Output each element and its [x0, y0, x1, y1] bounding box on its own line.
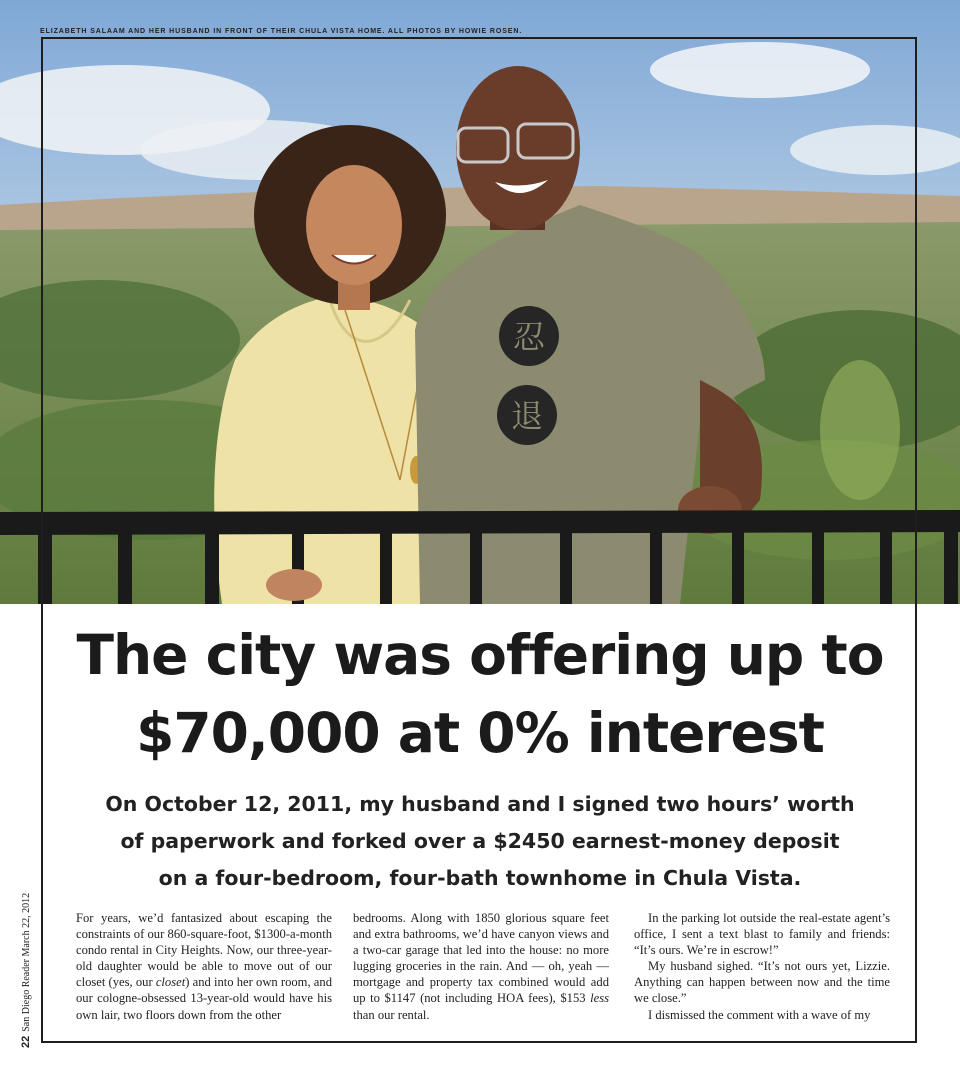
article-body — [76, 910, 890, 1025]
column-3-paragraph-2: My husband sighed. “It’s not ours yet, Lizzie. Anything can happen between now and the time we close.” — [634, 959, 890, 1006]
deck — [60, 786, 900, 897]
shirt-glyph-1: 忍 — [512, 318, 546, 356]
column-2-text-a: bedrooms. Along with 1850 glorious square feet and extra bathrooms, we’d have canyon views and a two-car garage that led into the house: no more lugging groceries in the rain. And — oh, yeah — mortgage and property tax combined would add up to $1147 (not including HOA fees), $153 — [353, 911, 609, 1006]
page-number: 22 — [20, 1035, 32, 1048]
column-1-paragraph — [76, 910, 332, 1023]
column-2 — [353, 910, 609, 1023]
column-1-text-a: For years, we’d fantasized about escaping the constraints of our 860-square-foot, $1300-a-month condo rental in City Heights. Now, our three-year-old daughter would be able to move out of our closet (yes, our — [76, 911, 332, 990]
column-1-text-b: ) and into her own room, and our cologne-obsessed 13-year-old would have his own lair, two floors down from the other — [76, 975, 332, 1022]
photo-caption: ELIZABETH SALAAM AND HER HUSBAND IN FRONT OF THEIR CHULA VISTA HOME. ALL PHOTOS BY HOWIE ROSEN. — [40, 28, 523, 35]
headline-line-2: $70,000 at 0% interest — [136, 701, 824, 765]
column-3-paragraph-1: In the parking lot outside the real-estate agent’s office, I sent a text blast to family and friends: “It’s ours. We’re in escrow!” — [634, 911, 890, 958]
publication-line: San Diego Reader March 22, 2012 — [21, 892, 32, 1032]
headline-line-1: The city was offering up to — [76, 623, 884, 687]
page-folio — [20, 893, 32, 1048]
column-2-paragraph — [353, 910, 609, 1023]
column-3-paragraph-3: I dismissed the comment with a wave of my — [648, 1007, 871, 1022]
column-2-italic: less — [590, 991, 609, 1006]
deck-line-3: on a four-bedroom, four-bath townhome in Chula Vista. — [158, 866, 802, 890]
column-1-italic: closet — [155, 975, 186, 990]
column-2-text-b: than our rental. — [353, 1007, 430, 1022]
shirt-glyph-2: 退 — [510, 397, 544, 435]
deck-line-2: of paperwork and forked over a $2450 earnest-money deposit — [120, 829, 840, 853]
column-3 — [634, 910, 890, 1023]
deck-line-1: On October 12, 2011, my husband and I signed two hours’ worth — [105, 792, 855, 816]
headline — [44, 616, 916, 772]
column-1 — [76, 910, 332, 1023]
